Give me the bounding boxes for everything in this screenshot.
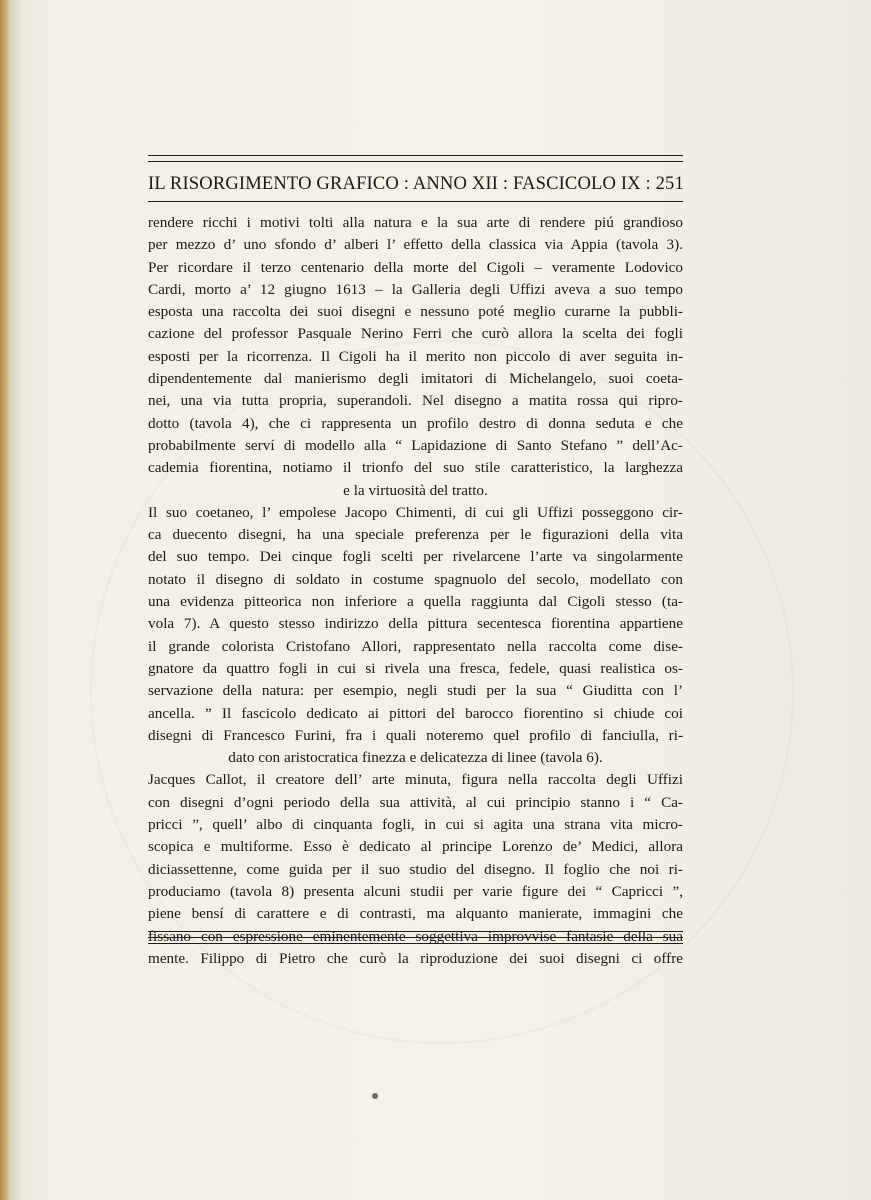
text-line: diciassettenne, come guida per il suo studio del disegno. Il foglio che noi ri- — [148, 860, 683, 878]
text-line: fissano con espressione eminentemente soggettiva improvvise fantasie della sua — [148, 927, 683, 945]
text-line: una evidenza pitteorica non inferiore a quella raggiunta dal Cigoli stesso (ta- — [148, 593, 683, 611]
text-line: dato con aristocratica finezza e delicatezza di linee (tavola 6). — [228, 749, 603, 767]
text-line: esposti per la ricorrenza. Il Cigoli ha il merito non piccolo di aver seguita in- — [148, 347, 683, 365]
text-line: vola 7). A questo stesso indirizzo della pittura secentesca fiorentina appartiene — [148, 615, 683, 633]
text-line: pricci ”, quell’ albo di cinquanta fogli, in cui si agita una strana vita micro- — [148, 816, 683, 834]
header-bottom-rule — [148, 201, 683, 202]
text-line: rendere ricchi i motivi tolti alla natura e la sua arte di rendere piú grandioso — [148, 214, 683, 231]
text-line: gnatore da quattro fogli in cui si rivela una fresca, fedele, quasi realistica os- — [148, 659, 683, 677]
text-line: notato il disegno di soldato in costume spagnuolo del secolo, modellato con — [148, 570, 683, 588]
text-line: Il suo coetaneo, l’ empolese Jacopo Chimenti, di cui gli Uffizi posseggono cir- — [148, 503, 683, 521]
text-line: nei, una via tutta propria, superandoli. Nel disegno a matita rossa qui ripro- — [148, 392, 683, 410]
text-line: dipendentemente dal manierismo degli imitatori di Michelangelo, suoi coeta- — [148, 370, 683, 388]
text-line: Jacques Callot, il creatore dell’ arte minuta, figura nella raccolta degli Uffizi — [148, 771, 683, 789]
spine-shadow — [9, 0, 23, 1200]
text-line: il grande colorista Cristofano Allori, rappresentato nella raccolta come dise- — [148, 637, 683, 655]
text-line: Per ricordare il terzo centenario della morte del Cigoli – veramente Lodovico — [148, 258, 683, 276]
text-line: scopica e multiforme. Esso è dedicato al principe Lorenzo de’ Medici, allora — [148, 838, 683, 856]
text-line: piene bensí di carattere e di contrasti, ma alquanto manierate, immagini che — [148, 905, 683, 923]
text-line: del suo tempo. Dei cinque fogli scelti per rivelarcene l’arte va singolarmente — [148, 548, 683, 566]
text-line: disegni di Francesco Furini, fra i quali noteremo quel profilo di fanciulla, ri- — [148, 726, 683, 744]
text-line: ancella. ” Il fascicolo dedicato ai pittori del barocco fiorentino si chiude coi — [148, 704, 683, 722]
decorative-dot — [372, 1093, 378, 1099]
footer-top-rule — [148, 931, 683, 932]
text-line: mente. Filippo di Pietro che curò la riproduzione dei suoi disegni ci offre — [148, 949, 683, 967]
text-line: cazione del professor Pasquale Nerino Ferri che curò allora la scelta dei fogli — [148, 325, 683, 343]
running-head: IL RISORGIMENTO GRAFICO : ANNO XII : FASCICOLO IX : 251 — [148, 173, 684, 194]
footer-double-rule — [148, 937, 683, 944]
book-spine — [0, 0, 9, 1200]
text-line: con disegni d’ogni periodo della sua attività, al cui principio stanno i “ Ca- — [148, 793, 683, 811]
text-line: esposta una raccolta dei suoi disegni e nessuno poté meglio curarne la pubbli- — [148, 303, 683, 321]
text-line: servazione della natura: per esempio, negli studi per la sua “ Giuditta con l’ — [148, 682, 683, 700]
text-line: per mezzo d’ uno sfondo d’ alberi l’ effetto della classica via Appia (tavola 3). — [148, 236, 683, 254]
text-line: probabilmente serví di modello alla “ Lapidazione di Santo Stefano ” dell’Ac- — [148, 436, 683, 454]
body-text — [148, 212, 683, 970]
header-double-rule — [148, 155, 683, 162]
text-line: dotto (tavola 4), che ci rappresenta un profilo destro di donna seduta e che — [148, 414, 683, 432]
text-line: ca duecento disegni, ha una speciale preferenza per le figurazioni della vita — [148, 526, 683, 544]
text-line: produciamo (tavola 8) presenta alcuni studii per varie figure dei “ Capricci ”, — [148, 882, 683, 900]
text-line: Cardi, morto a’ 12 giugno 1613 – la Galleria degli Uffizi aveva a suo tempo — [148, 280, 683, 298]
text-line: e la virtuosità del tratto. — [343, 481, 488, 499]
text-line: cademia fiorentina, notiamo il trionfo del suo stile caratteristico, la larghezza — [148, 459, 683, 477]
